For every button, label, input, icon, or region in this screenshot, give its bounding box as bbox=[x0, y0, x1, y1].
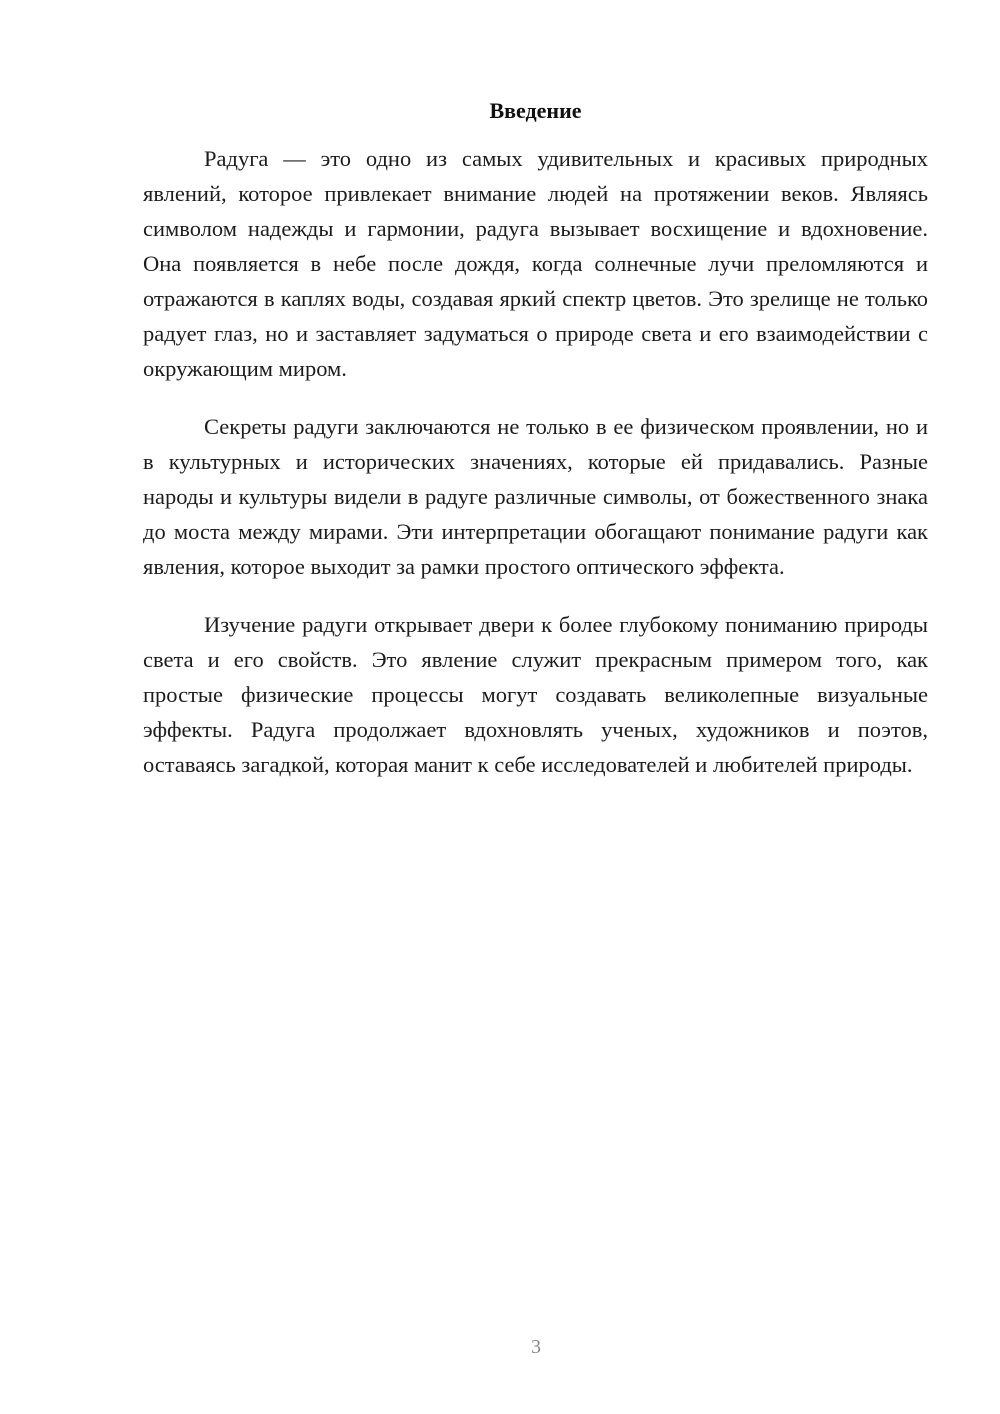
paragraph-2: Секреты радуги заключаются не только в ее физическом проявлении, но и в культурных и исторических значениях, которые ей придавались. Разные народы и культуры видели в радуге различные символы, от божественного знака до моста между мирами. Эти интерпретации обогащают понимание радуги как явления, которое выходит за рамки простого оптического эффекта. bbox=[143, 414, 928, 579]
paragraph-1: Радуга — это одно из самых удивительных и красивых природных явлений, которое привлекает внимание людей на протяжении веков. Являясь символом надежды и гармонии, радуга вызывает восхищение и вдохновение. Она появляется в небе после дождя, когда солнечные лучи преломляются и отражаются в каплях воды, создавая яркий спектр цветов. Это зрелище не только радует глаз, но и заставляет задуматься о природе света и его взаимодействии с окружающим миром. bbox=[143, 146, 928, 381]
paragraph-3: Изучение радуги открывает двери к более глубокому пониманию природы света и его свойств. Это явление служит прекрасным примером того, как простые физические процессы могут создавать великолепные визуальные эффекты. Радуга продолжает вдохновлять ученых, художников и поэтов, оставаясь загадкой, которая манит к себе исследователей и любителей природы. bbox=[143, 612, 928, 777]
section-heading: Введение bbox=[489, 98, 582, 123]
page-number: 3 bbox=[531, 1336, 541, 1358]
page-content bbox=[143, 95, 928, 805]
